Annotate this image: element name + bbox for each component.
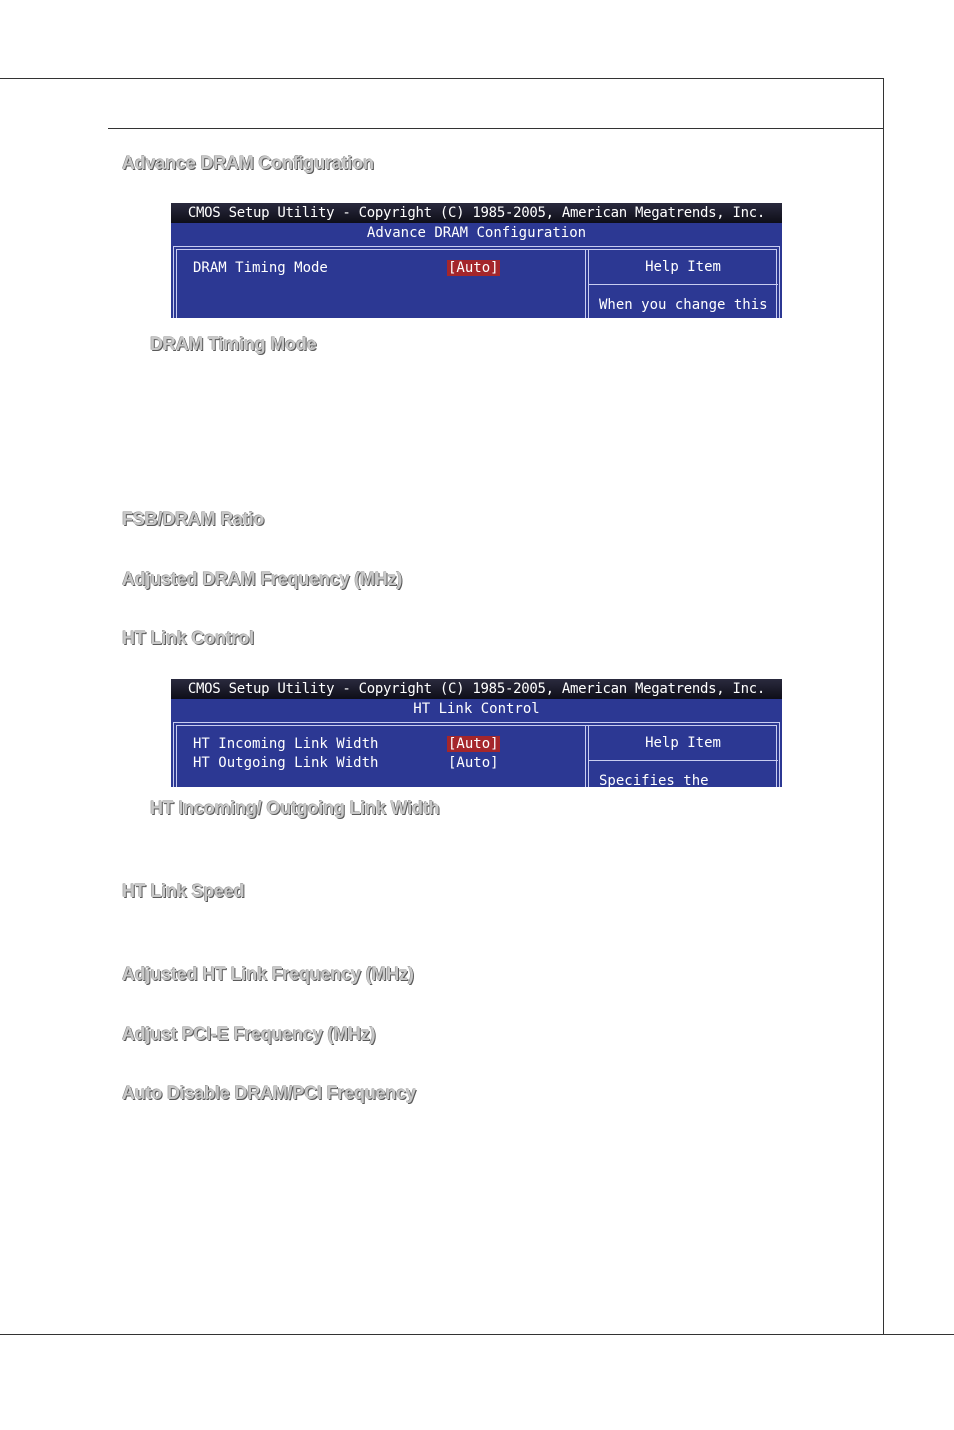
- bios-item-value[interactable]: [Auto]: [448, 755, 499, 771]
- bios-subtitle: HT Link Control: [413, 701, 540, 717]
- top-rule: [0, 78, 884, 79]
- bios-item-label: DRAM Timing Mode: [193, 260, 328, 276]
- bios-help-text: When you change this: [599, 297, 768, 313]
- bios-subtitle: Advance DRAM Configuration: [366, 225, 587, 241]
- header-rule: [108, 128, 884, 129]
- heading-adjusted-ht-link-frequency: Adjusted HT Link Frequency (MHz): [122, 964, 414, 984]
- bios-copyright-bar: CMOS Setup Utility - Copyright (C) 1985-2005, American Megatrends, Inc.: [171, 203, 782, 223]
- heading-fsb-dram-ratio: FSB/DRAM Ratio: [122, 509, 265, 529]
- bios-help-separator: [588, 760, 778, 761]
- right-vertical-rule: [883, 78, 884, 1334]
- heading-adjust-pcie-frequency: Adjust PCI-E Frequency (MHz): [122, 1024, 376, 1044]
- bios-help-separator: [588, 284, 778, 285]
- bios-item-label: HT Incoming Link Width: [193, 736, 379, 752]
- heading-ht-link-speed: HT Link Speed: [122, 881, 245, 901]
- heading-adjusted-dram-frequency: Adjusted DRAM Frequency (MHz): [122, 569, 403, 589]
- bios-copyright-bar: CMOS Setup Utility - Copyright (C) 1985-2005, American Megatrends, Inc.: [171, 679, 782, 699]
- bios-item-value-selected[interactable]: [Auto]: [448, 260, 499, 276]
- bios-screen-ht-link-control: [171, 679, 782, 787]
- heading-ht-incoming-outgoing-link-width: HT Incoming/ Outgoing Link Width: [150, 798, 440, 818]
- bios-help-title: Help Item: [645, 259, 721, 275]
- heading-auto-disable-dram-pci-frequency: Auto Disable DRAM/PCI Frequency: [122, 1083, 416, 1103]
- bios-item-value-selected[interactable]: [Auto]: [448, 736, 499, 752]
- bios-screen-advance-dram: [171, 203, 782, 318]
- heading-dram-timing-mode: DRAM Timing Mode: [150, 334, 317, 354]
- bios-help-text: Specifies the: [599, 773, 709, 787]
- heading-advance-dram-configuration: Advance DRAM Configuration: [122, 153, 374, 173]
- bios-help-title: Help Item: [645, 735, 721, 751]
- bios-item-label: HT Outgoing Link Width: [193, 755, 379, 771]
- bottom-rule: [0, 1334, 954, 1335]
- heading-ht-link-control: HT Link Control: [122, 628, 254, 648]
